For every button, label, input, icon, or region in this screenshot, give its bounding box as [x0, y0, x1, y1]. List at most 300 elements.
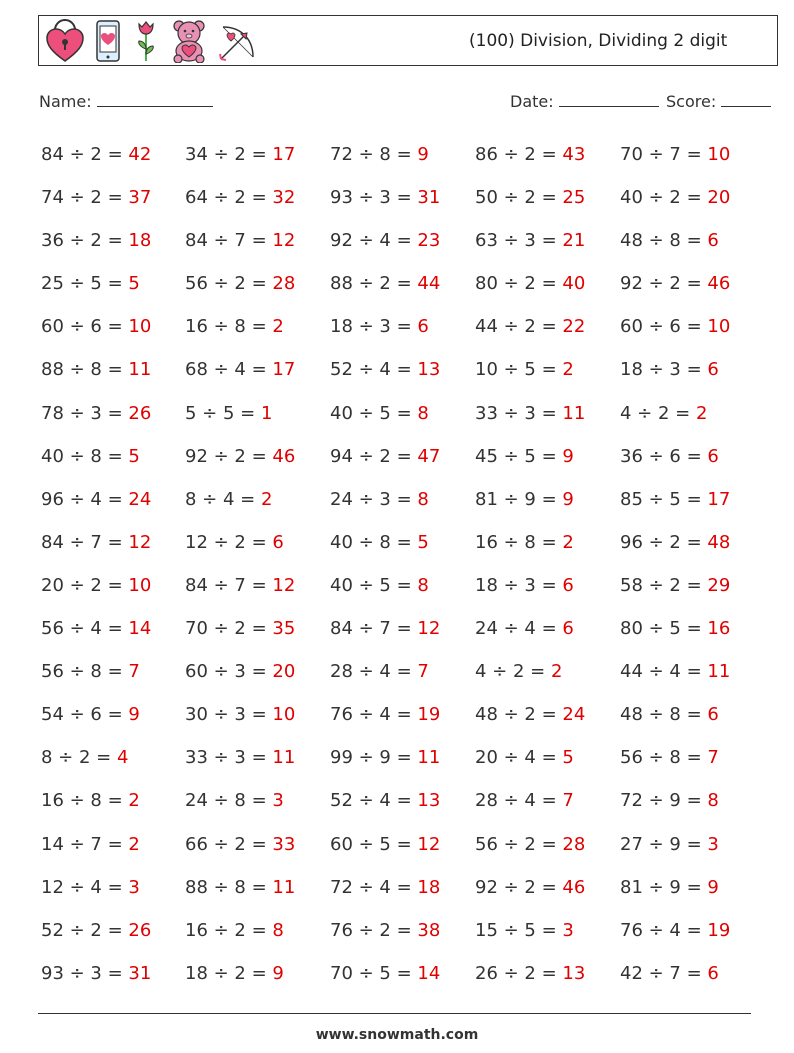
problem-cell [185, 609, 295, 649]
problem-cell [475, 868, 585, 908]
problem-cell [475, 264, 585, 304]
problem-cell [185, 825, 295, 865]
problem-question: 63 ÷ 3 = [475, 230, 557, 252]
problem-question: 8 ÷ 2 = [41, 747, 112, 769]
problem-row [41, 178, 771, 221]
problem-question: 15 ÷ 5 = [475, 919, 557, 941]
problem-cell [475, 178, 585, 218]
problem-row [41, 307, 771, 350]
problem-question: 81 ÷ 9 = [620, 876, 702, 898]
problem-question: 80 ÷ 5 = [620, 618, 702, 640]
problem-answer: 11 [417, 747, 441, 769]
date-field [510, 92, 659, 111]
problem-question: 54 ÷ 6 = [41, 704, 123, 726]
problem-answer: 14 [128, 618, 152, 640]
problem-question: 72 ÷ 4 = [330, 876, 412, 898]
problem-cell [475, 437, 574, 477]
problem-answer: 11 [128, 359, 152, 381]
problem-cell [330, 825, 440, 865]
problem-answer: 19 [707, 919, 731, 941]
problem-answer: 9 [417, 144, 429, 165]
problem-question: 78 ÷ 3 = [41, 402, 123, 424]
problem-cell [620, 781, 719, 821]
problem-answer: 46 [707, 273, 731, 295]
problem-row [41, 480, 771, 523]
problem-cell [620, 437, 719, 477]
problem-row [41, 781, 771, 824]
problem-answer: 7 [707, 747, 719, 769]
problem-row [41, 221, 771, 264]
problem-cell [41, 178, 151, 218]
problem-question: 16 ÷ 2 = [185, 919, 267, 941]
problem-question: 70 ÷ 7 = [620, 144, 702, 165]
problem-answer: 2 [128, 790, 140, 812]
problem-cell [620, 523, 730, 563]
problem-answer: 44 [417, 273, 441, 295]
problem-question: 81 ÷ 9 = [475, 488, 557, 510]
problem-answer: 17 [707, 488, 731, 510]
problem-answer: 8 [417, 488, 429, 510]
problem-grid [41, 135, 771, 997]
problem-cell [330, 781, 440, 821]
problem-answer: 2 [562, 359, 574, 381]
problem-question: 60 ÷ 5 = [330, 833, 412, 855]
problem-cell [185, 135, 295, 175]
problem-question: 4 ÷ 2 = [620, 402, 691, 424]
problem-answer: 12 [272, 574, 296, 596]
problem-question: 16 ÷ 8 = [41, 790, 123, 812]
problem-cell [620, 307, 730, 347]
problem-cell [185, 307, 284, 347]
problem-answer: 16 [707, 618, 731, 640]
problem-answer: 28 [562, 833, 586, 855]
icon-strip [45, 18, 257, 64]
problem-question: 92 ÷ 4 = [330, 230, 412, 252]
problem-question: 25 ÷ 5 = [41, 273, 123, 295]
problem-question: 80 ÷ 2 = [475, 273, 557, 295]
problem-answer: 6 [417, 316, 429, 338]
problem-question: 44 ÷ 2 = [475, 316, 557, 338]
problem-cell [330, 566, 429, 606]
problem-cell [41, 911, 151, 951]
problem-answer: 2 [562, 531, 574, 553]
problem-question: 88 ÷ 8 = [41, 359, 123, 381]
problem-answer: 31 [128, 962, 152, 984]
problem-answer: 8 [272, 919, 284, 941]
problem-cell [185, 954, 284, 994]
footer-url: www.snowmath.com [315, 1027, 479, 1043]
problem-answer: 13 [562, 962, 586, 984]
date-label: Date: [510, 92, 554, 111]
problem-row [41, 695, 771, 738]
problem-answer: 6 [707, 445, 719, 467]
problem-cell [41, 135, 151, 175]
problem-question: 24 ÷ 4 = [475, 618, 557, 640]
problem-question: 94 ÷ 2 = [330, 445, 412, 467]
problem-cell [475, 221, 585, 261]
problem-cell [41, 221, 151, 261]
problem-cell [185, 738, 295, 778]
problem-answer: 9 [272, 962, 284, 984]
rose-icon [131, 19, 161, 63]
problem-cell [185, 437, 295, 477]
problem-question: 40 ÷ 5 = [330, 402, 412, 424]
problem-question: 60 ÷ 6 = [620, 316, 702, 338]
problem-answer: 9 [707, 876, 719, 898]
problem-question: 48 ÷ 8 = [620, 230, 702, 252]
problem-question: 24 ÷ 3 = [330, 488, 412, 510]
problem-question: 84 ÷ 2 = [41, 144, 123, 165]
problem-question: 76 ÷ 2 = [330, 919, 412, 941]
problem-cell [475, 825, 585, 865]
problem-question: 5 ÷ 5 = [185, 402, 256, 424]
problem-question: 99 ÷ 9 = [330, 747, 412, 769]
problem-cell [41, 264, 140, 304]
problem-question: 33 ÷ 3 = [475, 402, 557, 424]
problem-cell [620, 135, 730, 175]
problem-answer: 21 [562, 230, 586, 252]
problem-cell [185, 350, 295, 390]
problem-question: 18 ÷ 3 = [620, 359, 702, 381]
problem-row [41, 135, 771, 178]
problem-cell [185, 221, 295, 261]
problem-cell [41, 781, 140, 821]
problem-cell [620, 264, 730, 304]
problem-cell [41, 695, 140, 735]
problem-answer: 42 [128, 144, 152, 165]
problem-question: 92 ÷ 2 = [185, 445, 267, 467]
problem-question: 40 ÷ 8 = [41, 445, 123, 467]
problem-cell [41, 307, 151, 347]
problem-question: 8 ÷ 4 = [185, 488, 256, 510]
problem-cell [620, 652, 730, 692]
problem-row [41, 523, 771, 566]
problem-cell [620, 350, 719, 390]
problem-question: 20 ÷ 4 = [475, 747, 557, 769]
score-field [666, 92, 771, 111]
problem-answer: 2 [272, 316, 284, 338]
problem-answer: 10 [707, 316, 731, 338]
problem-answer: 10 [707, 144, 731, 165]
problem-answer: 7 [128, 661, 140, 683]
problem-answer: 40 [562, 273, 586, 295]
problem-answer: 23 [417, 230, 441, 252]
problem-cell [620, 738, 719, 778]
problem-answer: 10 [128, 574, 152, 596]
problem-answer: 6 [707, 230, 719, 252]
problem-cell [330, 264, 440, 304]
problem-answer: 11 [562, 402, 586, 424]
problem-answer: 20 [272, 661, 296, 683]
problem-question: 88 ÷ 8 = [185, 876, 267, 898]
problem-cell [620, 178, 730, 218]
problem-answer: 6 [707, 704, 719, 726]
problem-answer: 5 [562, 747, 574, 769]
problem-cell [330, 178, 440, 218]
problem-cell [475, 523, 574, 563]
problem-answer: 17 [272, 144, 296, 165]
problem-cell [330, 954, 440, 994]
problem-question: 86 ÷ 2 = [475, 144, 557, 165]
problem-cell [41, 437, 140, 477]
name-field [39, 92, 213, 111]
problem-answer: 12 [417, 833, 441, 855]
problem-cell [41, 825, 140, 865]
problem-question: 28 ÷ 4 = [475, 790, 557, 812]
problem-question: 72 ÷ 8 = [330, 144, 412, 165]
problem-answer: 19 [417, 704, 441, 726]
problem-row [41, 437, 771, 480]
problem-answer: 9 [128, 704, 140, 726]
problem-question: 76 ÷ 4 = [330, 704, 412, 726]
problem-question: 52 ÷ 2 = [41, 919, 123, 941]
problem-cell [475, 954, 585, 994]
problem-question: 42 ÷ 7 = [620, 962, 702, 984]
problem-cell [185, 652, 295, 692]
problem-cell [620, 695, 719, 735]
problem-question: 68 ÷ 4 = [185, 359, 267, 381]
problem-cell [475, 135, 585, 175]
problem-row [41, 911, 771, 954]
problem-answer: 2 [695, 402, 708, 424]
problem-answer: 18 [417, 876, 441, 898]
problem-answer: 2 [550, 661, 563, 683]
problem-cell [330, 480, 429, 520]
problem-cell [620, 566, 730, 606]
problem-answer: 7 [562, 790, 574, 812]
problem-answer: 10 [128, 316, 152, 338]
problem-cell [475, 609, 574, 649]
problem-cell [620, 825, 719, 865]
problem-cell [620, 868, 719, 908]
problem-question: 16 ÷ 8 = [475, 531, 557, 553]
problem-answer: 8 [417, 574, 429, 596]
score-label: Score: [666, 92, 717, 111]
problem-answer: 8 [707, 790, 719, 812]
problem-answer: 6 [562, 574, 574, 596]
problem-question: 40 ÷ 5 = [330, 574, 412, 596]
problem-answer: 6 [707, 962, 719, 984]
problem-question: 96 ÷ 2 = [620, 531, 702, 553]
problem-answer: 17 [272, 359, 296, 381]
problem-question: 36 ÷ 2 = [41, 230, 123, 252]
name-blank[interactable] [97, 92, 213, 107]
problem-question: 56 ÷ 4 = [41, 618, 123, 640]
problem-answer: 1 [260, 402, 273, 424]
problem-question: 18 ÷ 3 = [330, 316, 412, 338]
problem-question: 28 ÷ 4 = [330, 661, 412, 683]
problem-question: 84 ÷ 7 = [185, 574, 267, 596]
problem-question: 10 ÷ 5 = [475, 359, 557, 381]
problem-answer: 6 [562, 618, 574, 640]
problem-cell [185, 394, 272, 434]
problem-answer: 22 [562, 316, 586, 338]
worksheet-header [38, 15, 778, 66]
problem-question: 12 ÷ 4 = [41, 876, 123, 898]
problem-cell [330, 394, 429, 434]
problem-answer: 6 [272, 531, 284, 553]
problem-cell [330, 135, 429, 175]
problem-question: 56 ÷ 2 = [185, 273, 267, 295]
problem-question: 52 ÷ 4 = [330, 359, 412, 381]
problem-answer: 4 [116, 747, 129, 769]
problem-row [41, 394, 771, 437]
problem-question: 76 ÷ 4 = [620, 919, 702, 941]
problem-answer: 11 [272, 876, 296, 898]
problem-question: 92 ÷ 2 = [620, 273, 702, 295]
problem-row [41, 566, 771, 609]
problem-question: 60 ÷ 6 = [41, 316, 123, 338]
problem-cell [475, 738, 574, 778]
problem-question: 45 ÷ 5 = [475, 445, 557, 467]
problem-question: 70 ÷ 5 = [330, 962, 412, 984]
problem-cell [475, 566, 574, 606]
problem-cell [330, 523, 429, 563]
problem-question: 4 ÷ 2 = [475, 661, 546, 683]
problem-row [41, 652, 771, 695]
problem-question: 93 ÷ 3 = [330, 187, 412, 209]
problem-cell [330, 652, 429, 692]
problem-question: 16 ÷ 8 = [185, 316, 267, 338]
problem-cell [330, 609, 440, 649]
problem-answer: 6 [707, 359, 719, 381]
problem-answer: 25 [562, 187, 586, 209]
problem-question: 72 ÷ 9 = [620, 790, 702, 812]
problem-question: 14 ÷ 7 = [41, 833, 123, 855]
problem-answer: 3 [128, 876, 140, 898]
problem-cell [41, 954, 151, 994]
problem-answer: 12 [128, 531, 152, 553]
problem-cell [41, 350, 151, 390]
problem-answer: 11 [272, 747, 296, 769]
problem-answer: 31 [417, 187, 441, 209]
problem-cell [475, 350, 574, 390]
problem-cell [185, 868, 295, 908]
problem-cell [475, 652, 562, 692]
problem-question: 66 ÷ 2 = [185, 833, 267, 855]
problem-cell [41, 868, 140, 908]
problem-cell [41, 394, 151, 434]
problem-answer: 5 [128, 445, 140, 467]
problem-answer: 28 [272, 273, 296, 295]
problem-answer: 46 [272, 445, 296, 467]
problem-answer: 5 [417, 531, 429, 553]
problem-question: 84 ÷ 7 = [41, 531, 123, 553]
problem-question: 60 ÷ 3 = [185, 661, 267, 683]
problem-question: 30 ÷ 3 = [185, 704, 267, 726]
problem-question: 96 ÷ 4 = [41, 488, 123, 510]
problem-answer: 13 [417, 359, 441, 381]
problem-answer: 9 [562, 445, 574, 467]
problem-cell [330, 437, 440, 477]
problem-question: 85 ÷ 5 = [620, 488, 702, 510]
problem-cell [330, 307, 429, 347]
problem-answer: 14 [417, 962, 441, 984]
problem-answer: 2 [260, 488, 273, 510]
problem-cell [185, 178, 295, 218]
problem-answer: 38 [417, 919, 441, 941]
problem-question: 88 ÷ 2 = [330, 273, 412, 295]
problem-cell [620, 221, 719, 261]
problem-question: 56 ÷ 8 = [620, 747, 702, 769]
problem-cell [41, 609, 151, 649]
problem-answer: 48 [707, 531, 731, 553]
problem-cell [41, 480, 151, 520]
problem-question: 70 ÷ 2 = [185, 618, 267, 640]
problem-question: 56 ÷ 8 = [41, 661, 123, 683]
problem-question: 74 ÷ 2 = [41, 187, 123, 209]
problem-answer: 3 [272, 790, 284, 812]
problem-question: 92 ÷ 2 = [475, 876, 557, 898]
problem-answer: 20 [707, 187, 731, 209]
problem-answer: 12 [272, 230, 296, 252]
problem-answer: 32 [272, 187, 296, 209]
problem-cell [41, 652, 140, 692]
heart-lock-icon [45, 19, 85, 63]
problem-row [41, 350, 771, 393]
problem-answer: 26 [128, 402, 152, 424]
problem-answer: 47 [417, 445, 441, 467]
problem-question: 40 ÷ 2 = [620, 187, 702, 209]
problem-cell [41, 523, 151, 563]
problem-cell [185, 781, 284, 821]
problem-answer: 37 [128, 187, 152, 209]
problem-row [41, 868, 771, 911]
problem-row [41, 738, 771, 781]
problem-question: 18 ÷ 3 = [475, 574, 557, 596]
cupid-arrow-icon [217, 19, 257, 63]
problem-question: 33 ÷ 3 = [185, 747, 267, 769]
problem-answer: 35 [272, 618, 296, 640]
problem-answer: 26 [128, 919, 152, 941]
problem-row [41, 264, 771, 307]
problem-cell [620, 911, 730, 951]
problem-cell [330, 221, 440, 261]
problem-cell [475, 781, 574, 821]
problem-answer: 24 [128, 488, 152, 510]
footer-divider [38, 1013, 751, 1014]
problem-question: 34 ÷ 2 = [185, 144, 267, 165]
problem-cell [185, 480, 272, 520]
problem-answer: 33 [272, 833, 296, 855]
problem-cell [475, 911, 574, 951]
problem-question: 48 ÷ 2 = [475, 704, 557, 726]
problem-answer: 43 [562, 144, 586, 165]
worksheet-title: (100) Division, Dividing 2 digit [469, 31, 728, 51]
problem-cell [620, 480, 730, 520]
problem-question: 20 ÷ 2 = [41, 574, 123, 596]
problem-cell [475, 480, 574, 520]
problem-cell [330, 695, 440, 735]
problem-cell [185, 911, 284, 951]
problem-answer: 7 [417, 661, 429, 683]
problem-question: 36 ÷ 6 = [620, 445, 702, 467]
problem-answer: 11 [707, 661, 731, 683]
problem-cell [330, 911, 440, 951]
problem-question: 44 ÷ 4 = [620, 661, 702, 683]
problem-cell [620, 394, 707, 434]
date-blank[interactable] [559, 92, 659, 107]
problem-answer: 9 [562, 488, 574, 510]
problem-question: 18 ÷ 2 = [185, 962, 267, 984]
teddy-bear-icon [169, 19, 209, 63]
problem-answer: 29 [707, 574, 731, 596]
problem-question: 24 ÷ 8 = [185, 790, 267, 812]
problem-question: 52 ÷ 4 = [330, 790, 412, 812]
score-blank[interactable] [721, 92, 771, 107]
problem-answer: 10 [272, 704, 296, 726]
problem-question: 48 ÷ 8 = [620, 704, 702, 726]
